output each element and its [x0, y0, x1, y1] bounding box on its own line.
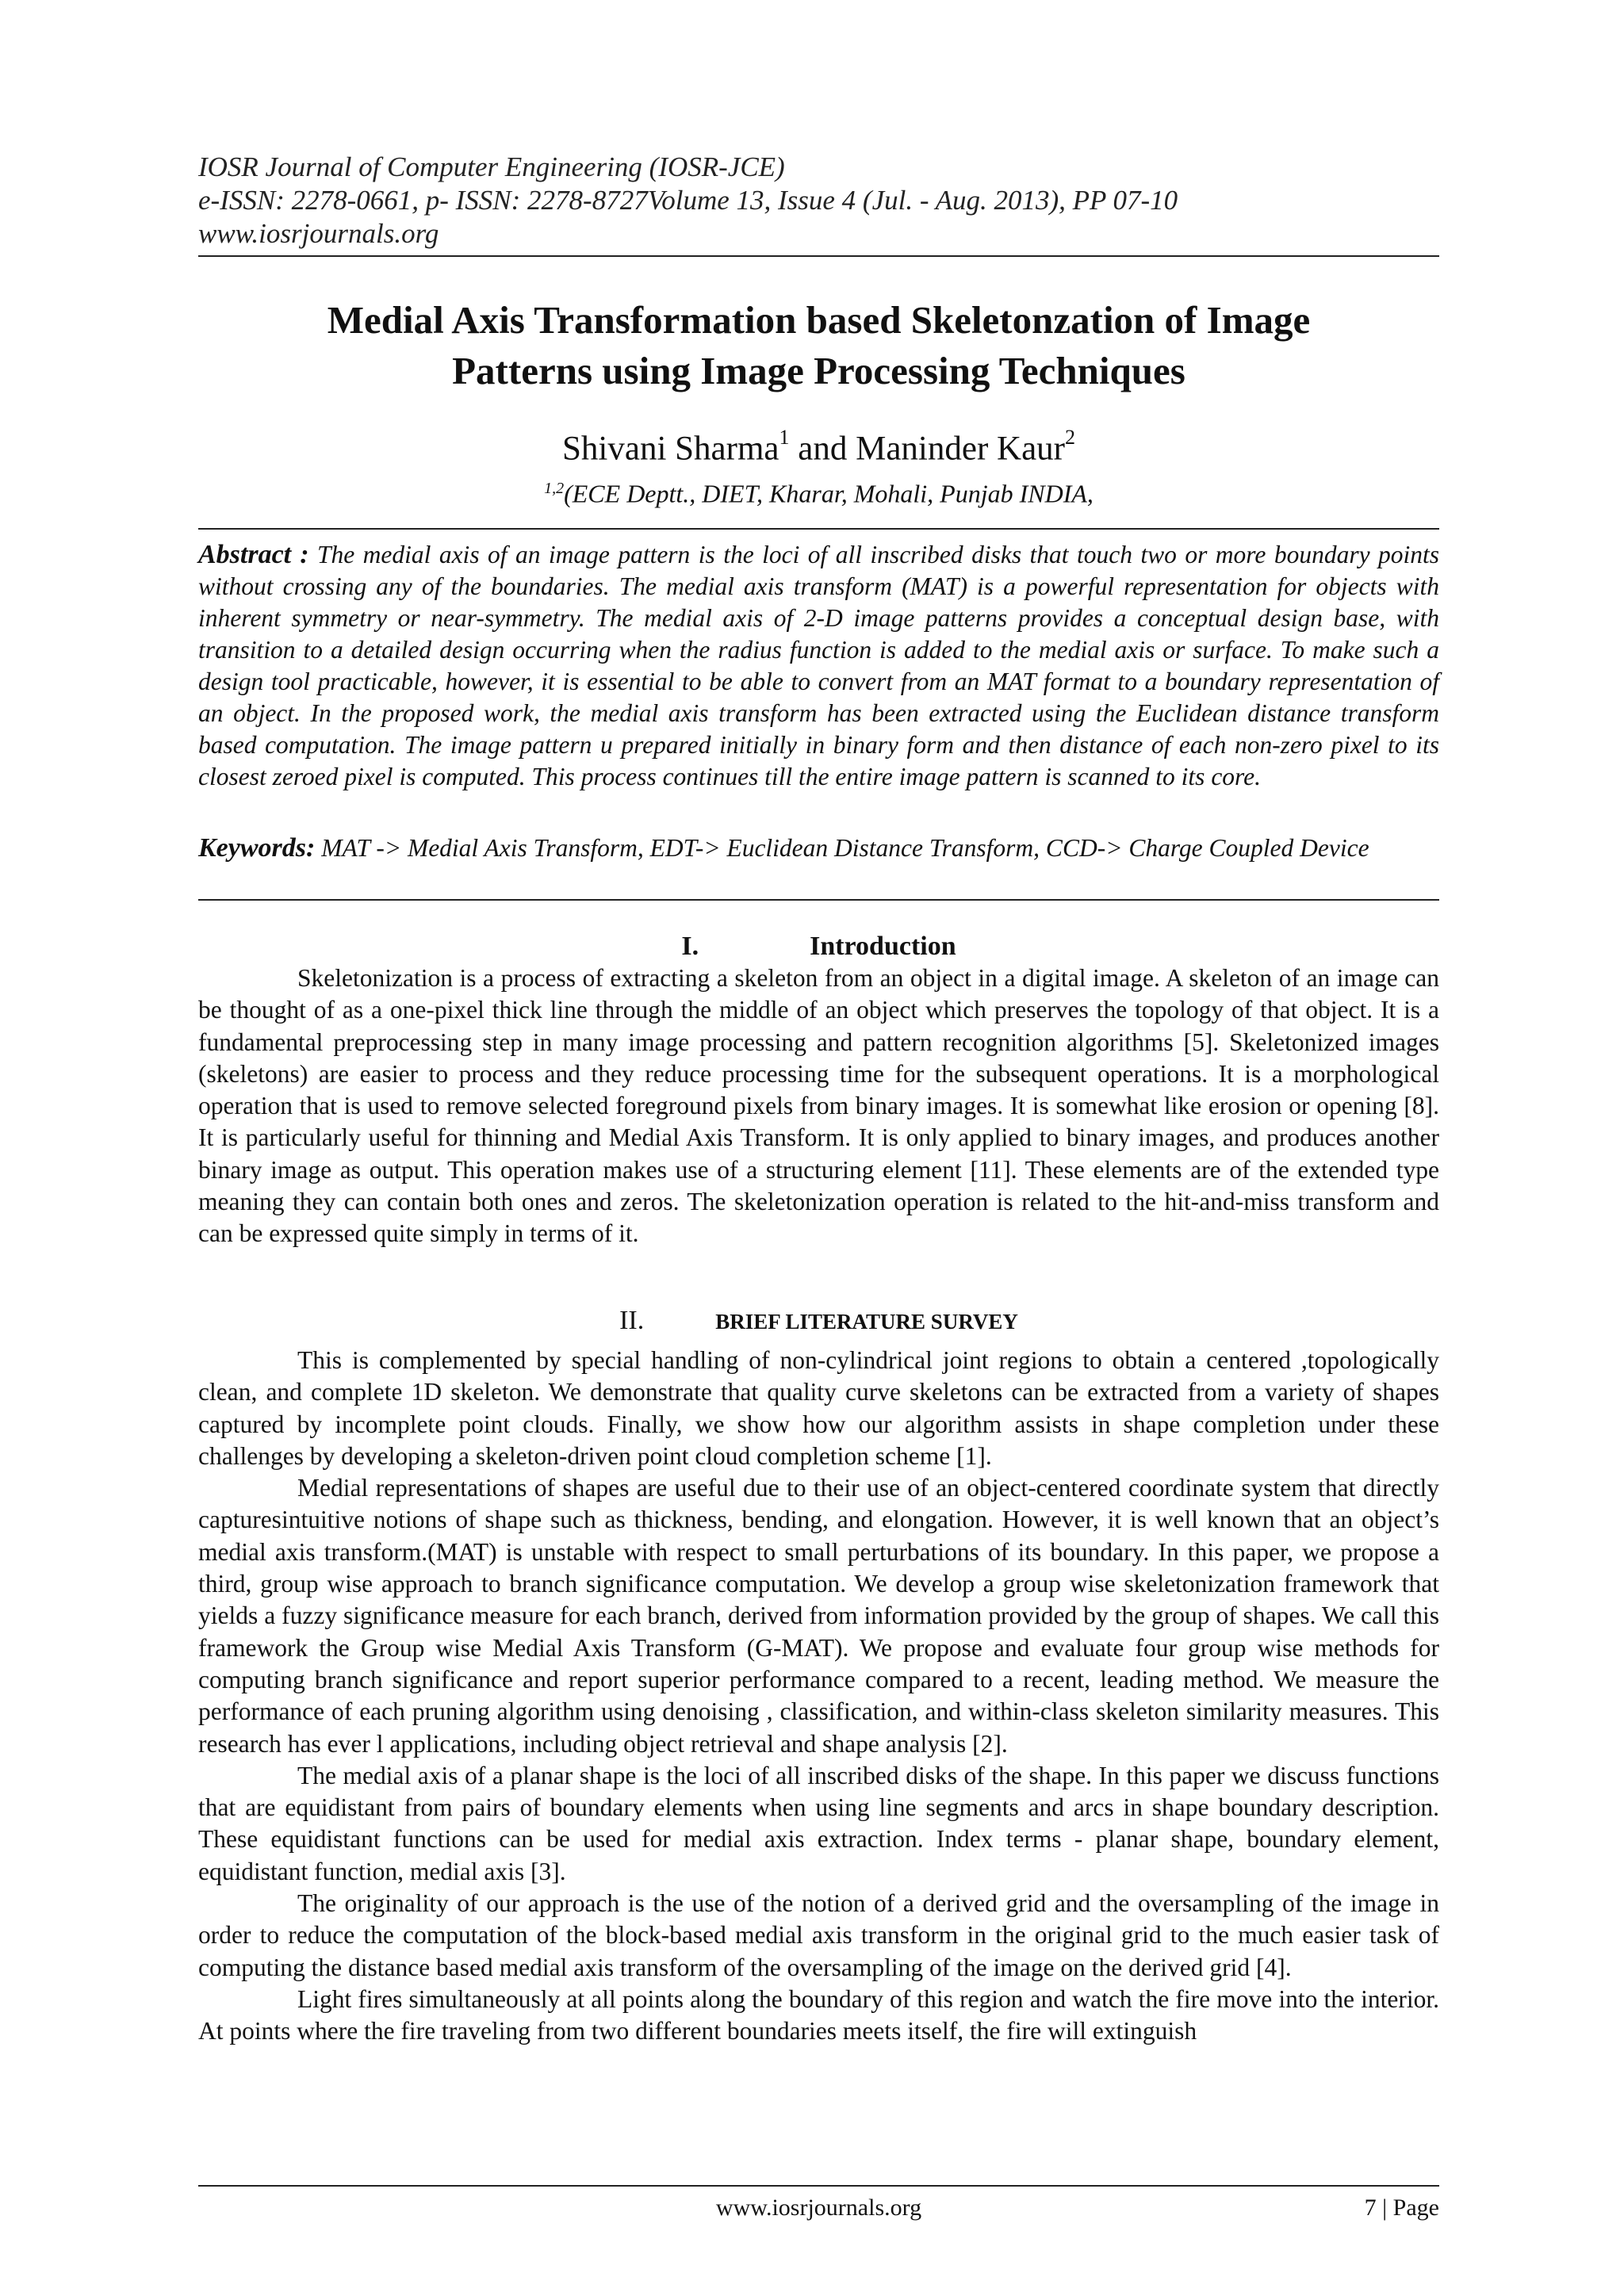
page-number: 7 | Page: [1364, 2195, 1439, 2221]
journal-name: IOSR Journal of Computer Engineering (IOSR-JCE): [198, 151, 785, 182]
affiliation-superscript: 1,2: [544, 480, 565, 497]
abstract-bottom-rule: [198, 899, 1439, 901]
author-2: Maninder Kaur: [856, 430, 1065, 468]
section-heading-introduction: [198, 929, 1439, 964]
author-1: Shivani Sharma: [562, 430, 779, 468]
section-title: BRIEF LITERATURE SURVEY: [715, 1310, 1018, 1334]
author-list: [198, 420, 1439, 469]
footer-website: www.iosrjournals.org: [715, 2195, 922, 2221]
abstract: [198, 539, 1439, 793]
abstract-top-rule: [198, 528, 1439, 530]
literature-survey-body: [198, 1345, 1439, 2048]
journal-header: [198, 151, 1439, 257]
affiliation-text: (ECE Deptt., DIET, Kharar, Mohali, Punjab INDIA,: [564, 479, 1094, 508]
keywords-text: MAT -> Medial Axis Transform, EDT-> Euclidean Distance Transform, CCD-> Charge Coupled Device: [321, 834, 1369, 862]
affiliation: [198, 473, 1439, 510]
author-2-superscript: 2: [1064, 426, 1075, 449]
abstract-text: The medial axis of an image pattern is the loci of all inscribed disks that touch two or more boundary points without crossing any of the boundaries. The medial axis transform (MAT) is a powerful representation for objects with inherent symmetry or near-symmetry. The medial axis of 2-D image patterns provides a conceptual design base, with transition to a detailed design occurring when the radius function is added to the medial axis or surface. To make such a design tool practicable, however, it is essential to be able to convert from an MAT format to a boundary representation of an object. In the proposed work, the medial axis transform has been extracted using the Euclidean distance transform based computation. The image pattern u prepared initially in binary form and then distance of each non-zero pixel to its closest zeroed pixel is computed. This process continues till the entire image pattern is scanned to its core.: [198, 541, 1440, 790]
section-heading-literature-survey: [198, 1303, 1439, 1343]
page-footer: [198, 2185, 1439, 2226]
paragraph: Light fires simultaneously at all points along the boundary of this region and watch the fire move into the interior. At points where the fire traveling from two different boundaries meets itself, the fire will extinguish: [198, 1984, 1439, 2045]
author-conjunction: and: [789, 430, 856, 468]
section-number: I.: [681, 932, 699, 961]
title-line-1: Medial Axis Transformation based Skeletonzation of Image: [327, 298, 1311, 342]
keywords-label: Keywords:: [198, 833, 316, 863]
paragraph: The originality of our approach is the use of the notion of a derived grid and the oversampling of the image in order to reduce the computation of the block-based medial axis transform in the original grid to the much easier task of computing the distance based medial axis transform of the oversampling of the image on the derived grid [4].: [198, 1889, 1439, 1981]
journal-website: www.iosrjournals.org: [198, 218, 439, 249]
introduction-body: [198, 962, 1439, 1250]
author-1-superscript: 1: [779, 426, 790, 449]
paragraph: Medial representations of shapes are useful due to their use of an object-centered coordinate system that directly capturesintuitive notions of shape such as thickness, bending, and elongation. However, it is well known that an object’s medial axis transform.(MAT) is unstable with respect to small perturbations of its boundary. In this paper, we propose a third, group wise approach to branch significance computation. We develop a group wise skeletonization framework that yields a fuzzy significance measure for each branch, derived from information provided by the group of shapes. We call this framework the Group wise Medial Axis Transform (G-MAT). We propose and evaluate four group wise methods for computing branch significance and report superior performance compared to a recent, leading method. We measure the performance of each pruning algorithm using denoising , classification, and within-class skeleton similarity measures. This research has ever l applications, including object retrieval and shape analysis [2].: [198, 1474, 1439, 1758]
paper-title: [198, 295, 1439, 396]
paragraph: This is complemented by special handling of non-cylindrical joint regions to obtain a centered ,topologically clean, and complete 1D skeleton. We demonstrate that quality curve skeletons can be extracted from a variety of shapes captured by incomplete point clouds. Finally, we show how our algorithm assists in shape completion under these challenges by developing a skeleton-driven point cloud completion scheme [1].: [198, 1346, 1439, 1470]
journal-issn: e-ISSN: 2278-0661, p- ISSN: 2278-8727Volume 13, Issue 4 (Jul. - Aug. 2013), PP 07-10: [198, 185, 1178, 216]
section-number: II.: [619, 1306, 645, 1335]
keywords: [198, 832, 1439, 864]
abstract-label: Abstract :: [198, 540, 309, 569]
paragraph: The medial axis of a planar shape is the loci of all inscribed disks of the shape. In this paper we discuss functions that are equidistant from pairs of boundary elements when using line segments and arcs in shape boundary description. These equidistant functions can be used for medial axis extraction. Index terms - planar shape, boundary element, equidistant function, medial axis [3].: [198, 1761, 1439, 1885]
paragraph: Skeletonization is a process of extracting a skeleton from an object in a digital image. A skeleton of an image can be thought of as a one-pixel thick line through the middle of an object which preserves the topology of that object. It is a fundamental preprocessing step in many image processing and pattern recognition algorithms [5]. Skeletonized images (skeletons) are easier to process and they reduce processing time for the subsequent operations. It is a morphological operation that is used to remove selected foreground pixels from binary images. It is somewhat like erosion or opening [8]. It is particularly useful for thinning and Medial Axis Transform. It is only applied to binary images, and produces another binary image as output. This operation makes use of a structuring element [11]. These elements are of the extended type meaning they can contain both ones and zeros. The skeletonization operation is related to the hit-and-miss transform and can be expressed quite simply in terms of it.: [198, 964, 1439, 1248]
title-line-2: Patterns using Image Processing Techniques: [452, 349, 1185, 392]
section-title: Introduction: [810, 932, 956, 961]
